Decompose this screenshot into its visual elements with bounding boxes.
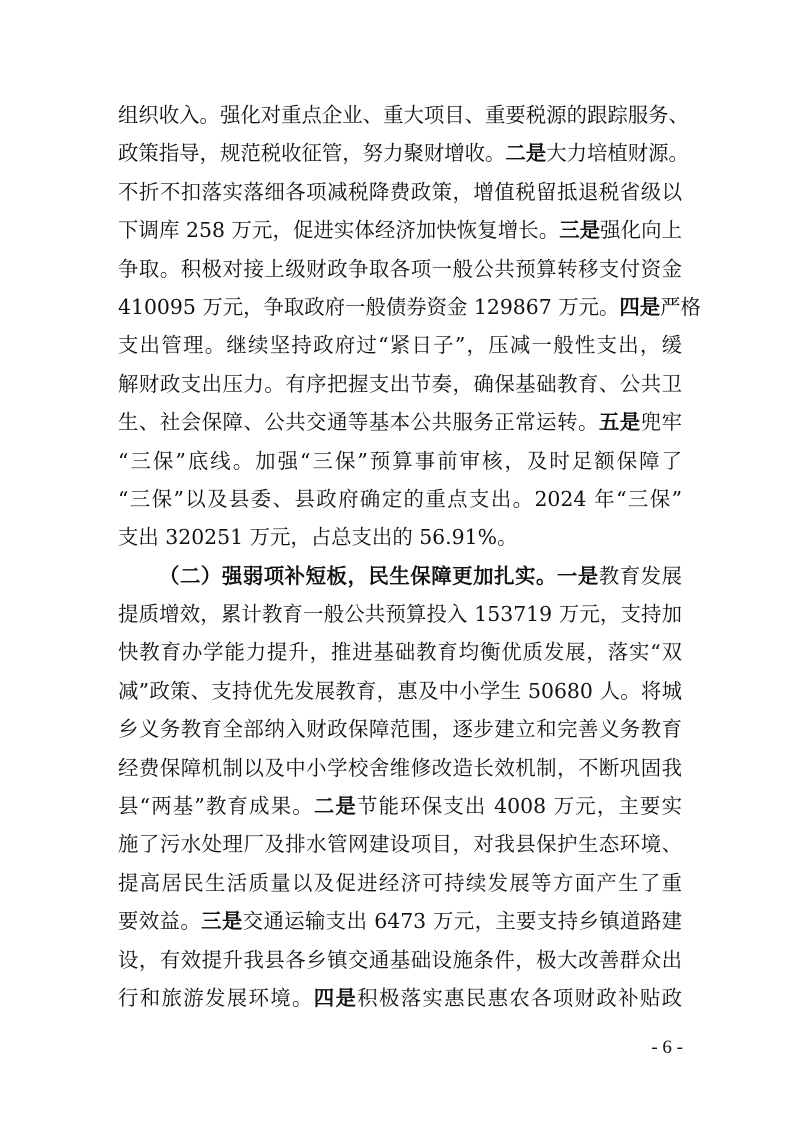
text-segment: 行和旅游发展环境。 <box>118 985 314 1010</box>
text-segment: 交通运输支出 6473 万元，主要支持乡镇道路建 <box>242 909 682 934</box>
text-segment: 设，有效提升我县各乡镇交通基础设施条件，极大改善群众出 <box>118 947 682 972</box>
text-line <box>118 787 682 825</box>
text-segment: 解财政支出压力。有序把握支出节奏，确保基础教育、公共卫 <box>118 371 682 396</box>
text-line <box>118 749 682 787</box>
text-segment: 施了污水处理厂及排水管网建设项目，对我县保护生态环境、 <box>118 832 682 857</box>
text-line <box>118 211 682 249</box>
text-line <box>118 134 689 172</box>
text-line <box>118 825 682 863</box>
text-segment: 经费保障机制以及中小学校舍维修改造长效机制，不断巩固我 <box>118 755 682 780</box>
bold-text-segment: 二是 <box>505 141 547 166</box>
text-segment: 410095 万元，争取政府一般债券资金 129867 万元。 <box>118 294 620 319</box>
bold-text-segment: 二是 <box>313 794 358 819</box>
text-line <box>118 595 682 633</box>
text-segment: 争取。积极对接上级财政争取各项一般公共预算转移支付资金 <box>118 256 682 281</box>
text-segment: 生、社会保障、公共交通等基本公共服务正常运转。 <box>118 410 599 435</box>
text-line <box>118 518 682 556</box>
bold-text-segment: 五是 <box>598 410 641 435</box>
page-number: - 6 - <box>651 1037 683 1058</box>
text-line <box>118 902 682 940</box>
text-line <box>118 403 682 441</box>
text-line <box>118 96 689 134</box>
text-line <box>118 288 701 326</box>
text-segment: 组织收入。强化对重点企业、重大项目、重要税源的跟踪服务、 <box>118 103 689 127</box>
text-line <box>118 173 682 211</box>
text-segment: “三保”以及县委、县政府确定的重点支出。2024 年“三保” <box>118 486 682 511</box>
text-segment: 提高居民生活质量以及促进经济可持续发展等方面产生了重 <box>118 870 682 895</box>
text-line <box>118 864 682 902</box>
text-line <box>118 557 682 595</box>
text-segment: 提质增效，累计教育一般公共预算投入 153719 万元，支持加 <box>118 602 682 627</box>
text-segment: 大力培植财源。 <box>546 141 689 166</box>
bold-text-segment: 三是 <box>201 909 243 934</box>
text-line <box>118 979 682 1017</box>
text-line <box>118 250 682 288</box>
text-line <box>118 941 682 979</box>
text-segment: 支出管理。继续坚持政府过“紧日子”，压减一般性支出，缓 <box>118 333 682 358</box>
text-line <box>118 365 682 403</box>
text-segment: 支出 320251 万元，占总支出的 56.91%。 <box>118 525 518 550</box>
text-line <box>118 710 682 748</box>
text-line <box>118 633 682 671</box>
text-line <box>118 672 682 710</box>
body-text <box>118 96 701 1017</box>
text-line <box>118 442 682 480</box>
bold-text-segment: （二）强弱项补短板，民生保障更加扎实。 <box>159 563 557 588</box>
text-segment: 要效益。 <box>118 909 202 934</box>
bold-text-segment: 三是 <box>559 218 601 243</box>
text-segment: 教育发展 <box>598 563 683 588</box>
text-segment: 县“两基”教育成果。 <box>118 794 314 819</box>
text-line <box>118 480 682 518</box>
text-segment: 强化向上 <box>600 218 683 243</box>
text-segment: 政策指导，规范税收征管，努力聚财增收。 <box>118 141 506 166</box>
text-segment: 减”政策、支持优先发展教育，惠及中小学生 50680 人。将城 <box>118 678 682 703</box>
text-segment: 兜牢 <box>640 410 683 435</box>
text-segment: 节能环保支出 4008 万元，主要实 <box>357 794 682 819</box>
bold-text-segment: 四是 <box>313 985 358 1010</box>
text-segment: 乡义务教育全部纳入财政保障范围，逐步建立和完善义务教育 <box>118 717 682 742</box>
bold-text-segment: 四是 <box>619 294 661 319</box>
text-segment: 严格 <box>660 294 701 319</box>
text-line <box>118 326 682 364</box>
text-segment: 下调库 258 万元，促进实体经济加快恢复增长。 <box>118 218 560 243</box>
text-segment: “三保”底线。加强“三保”预算事前审核，及时足额保障了 <box>118 448 682 473</box>
text-segment: 快教育办学能力提升，推进基础教育均衡优质发展，落实“双 <box>118 640 682 665</box>
text-segment: 不折不扣落实落细各项减税降费政策，增值税留抵退税省级以 <box>118 179 682 204</box>
bold-text-segment: 一是 <box>556 563 599 588</box>
text-segment: 积极落实惠民惠农各项财政补贴政 <box>357 985 683 1010</box>
